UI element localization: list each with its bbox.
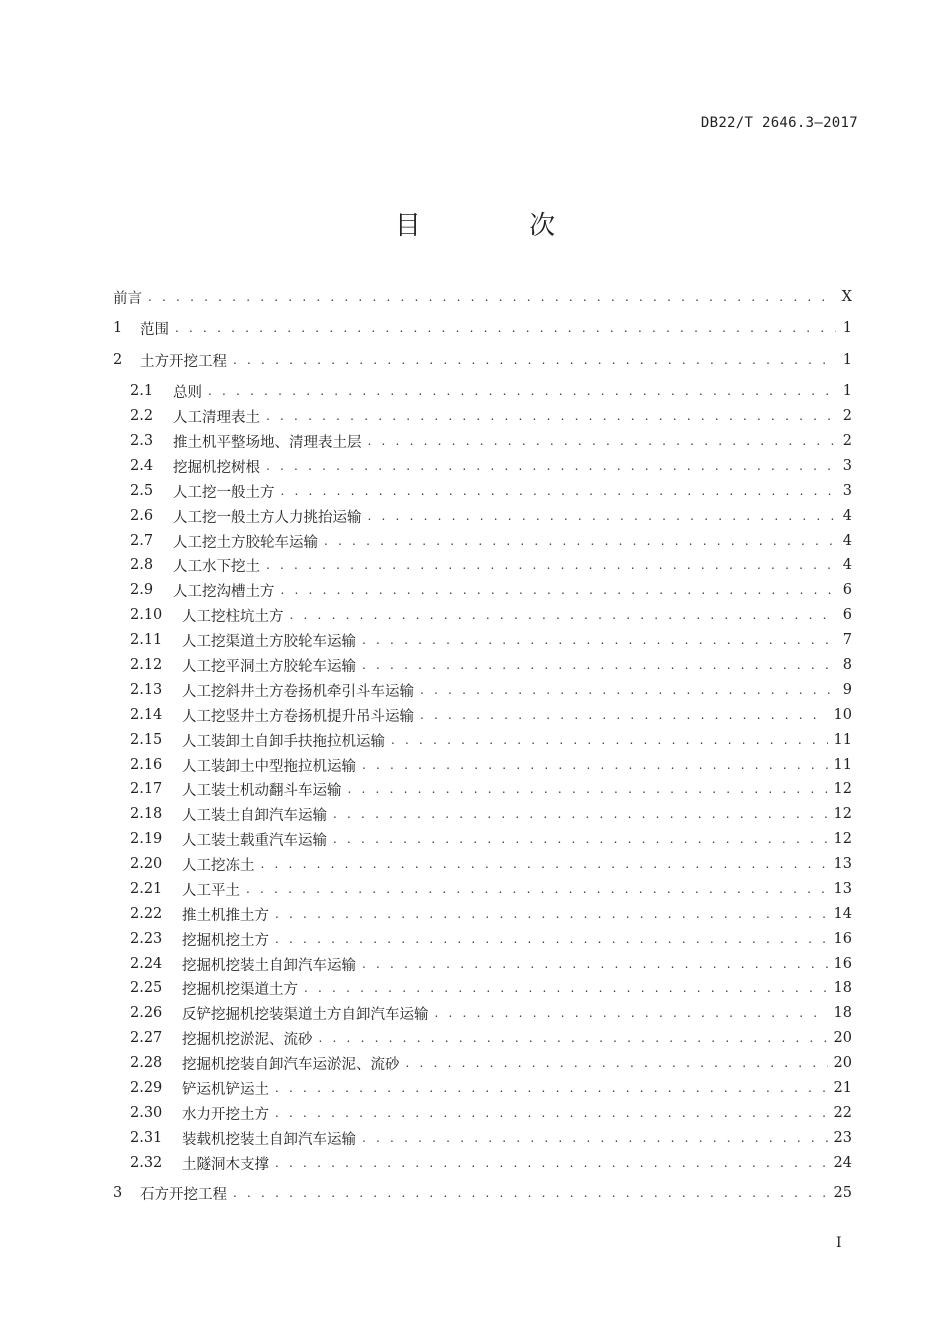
toc-entry-title: 人工挖斜井土方卷扬机牵引斗车运输 [182,683,414,700]
toc-entry-number: 2.7 [130,533,154,549]
toc-entry-page: 24 [833,1155,852,1171]
toc-entry[interactable] [130,777,852,801]
toc-entry-page: 3 [842,483,852,499]
toc-entry-page: 18 [833,980,852,996]
toc-entry-number: 2.18 [130,806,163,822]
toc-entry[interactable] [130,404,852,428]
toc-entry[interactable] [130,1101,852,1125]
toc-entry[interactable] [130,578,852,602]
toc-dot-leader [368,434,837,448]
toc-dot-leader [324,534,836,548]
toc-entry-page: 10 [833,707,852,723]
toc-entry[interactable] [130,852,852,876]
toc-entry-title: 水力开挖土方 [182,1106,269,1123]
toc-dot-leader [175,321,836,335]
toc-entry-title: 石方开挖工程 [140,1186,227,1203]
toc-entry-number: 2.8 [130,557,154,573]
toc-entry-number: 2.20 [130,856,163,872]
toc-dot-leader [281,484,837,498]
toc-entry-page: 14 [833,906,852,922]
toc-entry-title: 人工挖竖井土方卷扬机提升吊斗运输 [182,708,414,725]
toc-entry-page: 18 [833,1005,852,1021]
toc-entry-number: 2.12 [130,657,163,673]
toc-entry-title: 人工挖柱坑土方 [182,608,284,625]
toc-entry-title: 装载机挖装土自卸汽车运输 [182,1131,356,1148]
toc-entry-title: 土隧洞木支撑 [182,1156,269,1173]
toc-entry[interactable] [130,802,852,826]
toc-entry[interactable] [113,1181,852,1205]
toc-entry-page: 11 [833,732,852,748]
toc-entry-number: 2.32 [130,1155,163,1171]
toc-entry-title: 挖掘机挖淤泥、流砂 [182,1031,313,1048]
toc-entry-title: 人工挖土方胶轮车运输 [173,534,318,551]
toc-entry-page: 8 [842,657,852,673]
toc-entry-page: 20 [833,1030,852,1046]
toc-entry-page: 11 [833,757,852,773]
toc-entry-title: 挖掘机挖树根 [173,459,260,476]
toc-entry-page: 9 [842,682,852,698]
toc-entry[interactable] [130,479,852,503]
toc-dot-leader [420,708,828,722]
toc-entry-number: 2.16 [130,757,163,773]
toc-entry[interactable] [130,927,852,951]
page-title: 目 次 [394,211,606,241]
toc-dot-leader [275,1156,828,1170]
toc-dot-leader [348,782,828,796]
toc-entry-title: 人工挖平洞土方胶轮车运输 [182,658,356,675]
toc-entry-number: 2.28 [130,1055,163,1071]
toc-entry-page: 23 [833,1130,852,1146]
toc-entry[interactable] [130,827,852,851]
toc-dot-leader [266,409,836,423]
toc-entry-page: 6 [842,607,852,623]
toc-entry-title: 人工装卸土自卸手扶拖拉机运输 [182,733,385,750]
toc-entry-title: 范围 [140,321,169,338]
toc-entry-title: 人工水下挖土 [173,558,260,575]
toc-entry-number: 2.5 [130,483,154,499]
toc-entry-page: 1 [842,352,852,368]
toc-entry[interactable] [130,1076,852,1100]
toc-entry-number: 2.1 [130,383,154,399]
toc-entry-page: 22 [833,1105,852,1121]
toc-entry-number: 2.17 [130,781,163,797]
toc-dot-leader [275,1106,828,1120]
toc-entry-page: 4 [842,533,852,549]
toc-entry-number: 2.19 [130,831,163,847]
toc-dot-leader [233,353,836,367]
toc-entry[interactable] [130,1126,852,1150]
toc-dot-leader [368,509,837,523]
toc-dot-leader [391,733,828,747]
toc-entry-title: 挖掘机挖渠道土方 [182,981,298,998]
toc-entry-title: 反铲挖掘机挖装渠道土方自卸汽车运输 [182,1006,429,1023]
toc-entry-title: 人工挖冻土 [182,857,255,874]
toc-dot-leader [281,583,837,597]
toc-entry-page: X [841,289,852,305]
toc-entry-title: 人工装土载重汽车运输 [182,832,327,849]
toc-entry-page: 2 [842,408,852,424]
toc-dot-leader [362,633,836,647]
document-header-code: DB22/T 2646.3—2017 [700,115,858,131]
toc-entry-page: 13 [833,881,852,897]
toc-entry[interactable] [130,653,852,677]
toc-entry-title: 铲运机铲运土 [182,1081,269,1098]
toc-entry-number: 2.26 [130,1005,163,1021]
toc-entry[interactable] [130,1051,852,1075]
toc-dot-leader [319,1031,828,1045]
toc-entry-page: 7 [842,632,852,648]
toc-entry[interactable] [130,1001,852,1025]
toc-dot-leader [275,907,828,921]
toc-dot-leader [275,932,828,946]
toc-dot-leader [266,459,836,473]
toc-entry-number: 2.21 [130,881,163,897]
toc-dot-leader [333,832,828,846]
toc-entry-number: 2.13 [130,682,163,698]
toc-entry-page: 3 [842,458,852,474]
toc-entry-page: 13 [833,856,852,872]
toc-entry[interactable] [113,285,852,309]
toc-entry-page: 16 [833,931,852,947]
toc-entry-title: 人工清理表土 [173,409,260,426]
toc-entry-title: 人工平土 [182,882,240,899]
toc-entry-title: 人工装土机动翻斗车运输 [182,782,342,799]
toc-entry-page: 2 [842,433,852,449]
toc-entry-title: 人工装土自卸汽车运输 [182,807,327,824]
toc-entry-title: 人工挖沟槽土方 [173,583,275,600]
toc-entry[interactable] [130,529,852,553]
toc-entry[interactable] [130,753,852,777]
toc-dot-leader [362,1131,828,1145]
toc-entry[interactable] [130,678,852,702]
toc-dot-leader [362,758,828,772]
toc-entry[interactable] [130,628,852,652]
toc-entry-page: 1 [842,320,852,336]
toc-entry-page: 12 [833,781,852,797]
toc-dot-leader [266,558,836,572]
toc-entry[interactable] [130,504,852,528]
toc-dot-leader [290,608,837,622]
toc-dot-leader [333,807,828,821]
toc-dot-leader [406,1056,828,1070]
toc-entry-page: 6 [842,582,852,598]
toc-entry[interactable] [130,728,852,752]
toc-entry-page: 1 [842,383,852,399]
toc-entry-number: 2.22 [130,906,163,922]
toc-entry-number: 2.24 [130,956,163,972]
toc-entry-page: 20 [833,1055,852,1071]
toc-entry[interactable] [130,1151,852,1175]
toc-entry[interactable] [130,429,852,453]
toc-entry-number: 2.29 [130,1080,163,1096]
toc-entry-number: 3 [113,1185,123,1201]
toc-entry[interactable] [113,348,852,372]
toc-entry-number: 2.4 [130,458,154,474]
page-number: I [836,1235,842,1251]
toc-entry-title: 土方开挖工程 [140,353,227,370]
toc-dot-leader [148,290,836,304]
toc-entry-page: 25 [833,1185,852,1201]
toc-entry-title: 推土机平整场地、清理表土层 [173,434,362,451]
toc-dot-leader [246,882,828,896]
toc-entry-page: 21 [833,1080,852,1096]
toc-entry-page: 12 [833,831,852,847]
toc-entry[interactable] [130,603,852,627]
toc-entry[interactable] [130,902,852,926]
toc-entry-title: 挖掘机挖装自卸汽车运淤泥、流砂 [182,1056,400,1073]
toc-entry-number: 2.10 [130,607,163,623]
toc-entry-number: 2.14 [130,707,163,723]
toc-entry[interactable] [130,454,852,478]
toc-entry[interactable] [130,1026,852,1050]
toc-entry-number: 2 [113,352,123,368]
toc-dot-leader [233,1186,828,1200]
toc-entry-title: 挖掘机挖装土自卸汽车运输 [182,957,356,974]
toc-entry-number: 2.31 [130,1130,163,1146]
toc-entry-title: 前言 [113,290,142,307]
toc-entry[interactable] [130,703,852,727]
toc-dot-leader [208,384,836,398]
toc-entry[interactable] [130,877,852,901]
toc-entry-title: 总则 [173,384,202,401]
toc-entry[interactable] [130,553,852,577]
toc-entry[interactable] [130,379,852,403]
toc-dot-leader [362,658,836,672]
toc-entry-page: 4 [842,508,852,524]
toc-dot-leader [304,981,828,995]
toc-entry-number: 2.2 [130,408,154,424]
toc-entry-title: 人工装卸土中型拖拉机运输 [182,758,356,775]
toc-entry-number: 1 [113,320,123,336]
toc-entry-number: 2.9 [130,582,154,598]
toc-entry-title: 推土机推土方 [182,907,269,924]
toc-entry-title: 人工挖渠道土方胶轮车运输 [182,633,356,650]
toc-entry-number: 2.6 [130,508,154,524]
toc-entry-number: 2.3 [130,433,154,449]
toc-dot-leader [275,1081,828,1095]
toc-entry-title: 挖掘机挖土方 [182,932,269,949]
toc-dot-leader [362,957,828,971]
toc-entry-number: 2.23 [130,931,163,947]
toc-entry-page: 16 [833,956,852,972]
toc-entry-page: 12 [833,806,852,822]
toc-entry[interactable] [113,316,852,340]
toc-entry-number: 2.25 [130,980,163,996]
toc-dot-leader [261,857,828,871]
toc-entry-number: 2.15 [130,732,163,748]
toc-entry[interactable] [130,952,852,976]
toc-dot-leader [420,683,836,697]
toc-entry-page: 4 [842,557,852,573]
toc-entry-number: 2.27 [130,1030,163,1046]
toc-entry-number: 2.11 [130,632,163,648]
toc-entry-title: 人工挖一般土方人力挑抬运输 [173,509,362,526]
toc-entry-number: 2.30 [130,1105,163,1121]
toc-entry-title: 人工挖一般土方 [173,484,275,501]
toc-dot-leader [435,1006,828,1020]
toc-entry[interactable] [130,976,852,1000]
